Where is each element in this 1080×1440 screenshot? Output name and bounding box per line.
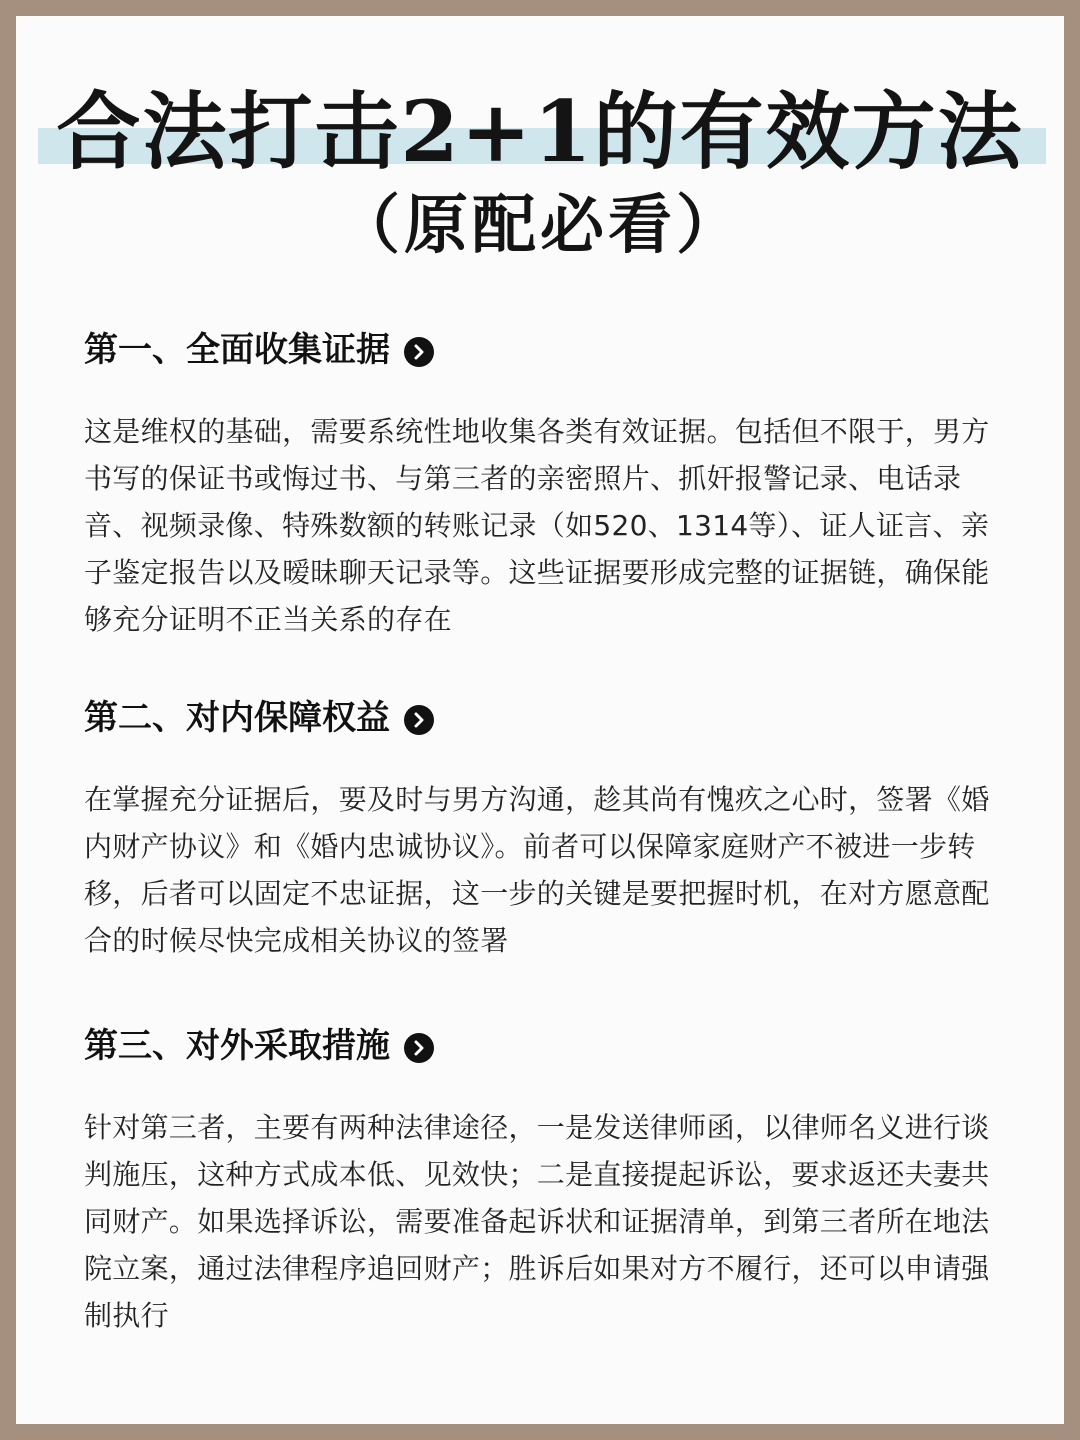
section-header: [84, 1020, 1014, 1076]
arrow-right-circle-icon: [404, 1033, 434, 1063]
section-heading: 第二、对内保障权益: [84, 694, 390, 746]
section-2: [84, 692, 1014, 964]
arrow-right-circle-icon: [404, 337, 434, 367]
content-card: [16, 16, 1064, 1424]
section-header: [84, 324, 1014, 380]
section-heading: 第三、对外采取措施: [84, 1022, 390, 1074]
section-body: 这是维权的基础，需要系统性地收集各类有效证据。包括但不限于，男方书写的保证书或悔过书、与第三者的亲密照片、抓奸报警记录、电话录音、视频录像、特殊数额的转账记录（如520、1314等）、证人证言、亲子鉴定报告以及暧昧聊天记录等。这些证据要形成完整的证据链，确保能够充分证明不正当关系的存在: [84, 415, 990, 636]
page-subtitle: （原配必看）: [336, 188, 744, 263]
section-heading: 第一、全面收集证据: [84, 326, 390, 378]
section-3: [84, 1020, 1014, 1339]
section-1: [84, 324, 1014, 643]
arrow-right-circle-icon: [404, 705, 434, 735]
section-body: 针对第三者，主要有两种法律途径，一是发送律师函，以律师名义进行谈判施压，这种方式成本低、见效快；二是直接提起诉讼，要求返还夫妻共同财产。如果选择诉讼，需要准备起诉状和证据清单，到第三者所在地法院立案，通过法律程序追回财产；胜诉后如果对方不履行，还可以申请强制执行: [84, 1111, 990, 1332]
page-title: 合法打击2+1的有效方法: [56, 82, 1024, 181]
title-block: [16, 78, 1064, 186]
section-body: 在掌握充分证据后，要及时与男方沟通，趁其尚有愧疚之心时，签署《婚内财产协议》和《婚内忠诚协议》。前者可以保障家庭财产不被进一步转移，后者可以固定不忠证据，这一步的关键是要把握时机，在对方愿意配合的时候尽快完成相关协议的签署: [84, 783, 990, 957]
section-header: [84, 692, 1014, 748]
